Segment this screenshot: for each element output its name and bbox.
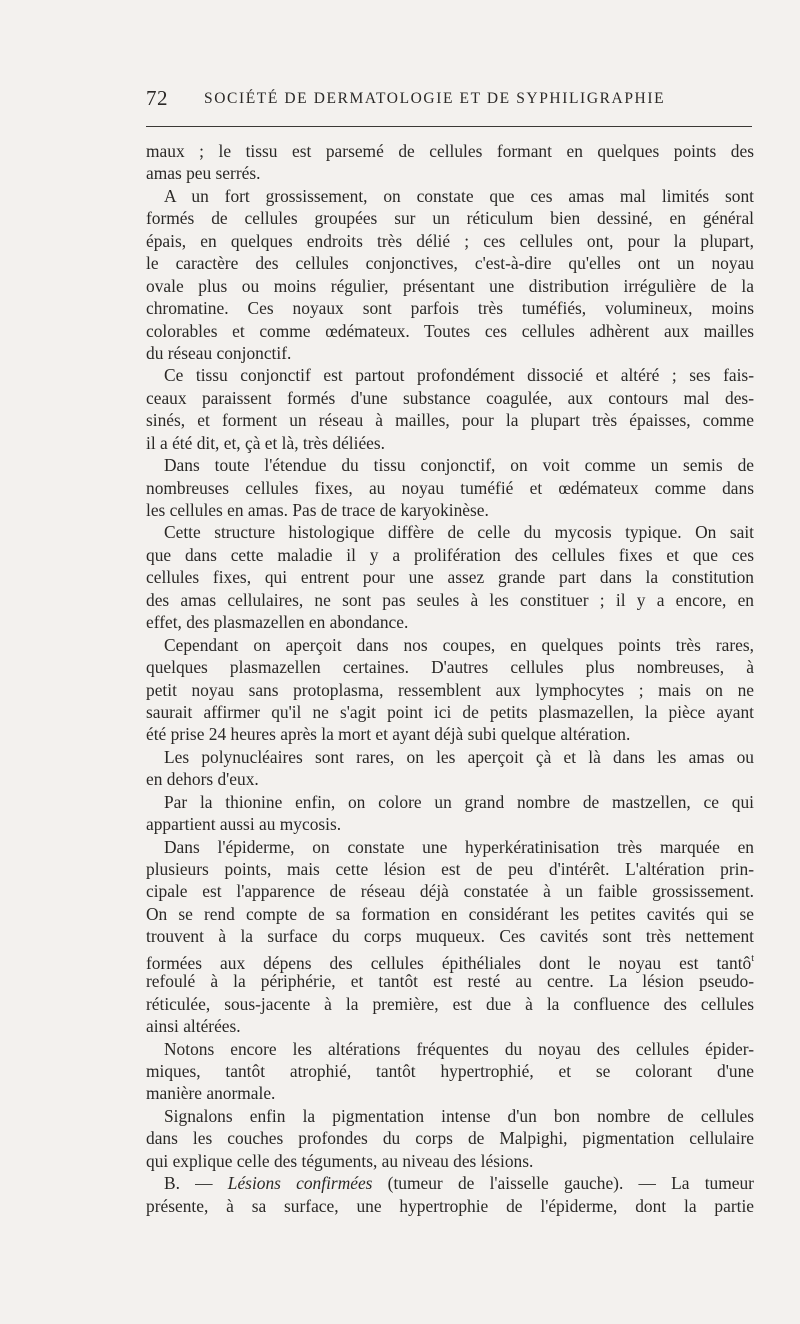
line-text: plusieurs points, mais cette lésion est de peu d'intérêt. L'altération prin- [146, 859, 754, 879]
line-text: chromatine. Ces noyaux sont parfois très tuméfiés, volumineux, moins [146, 298, 754, 319]
line-text: les cellules en amas. Pas de trace de karyokinèse. [146, 500, 489, 520]
text-line [146, 948, 754, 973]
line-text: qui explique celle des téguments, au niveau des lésions. [146, 1150, 534, 1171]
text-line [146, 230, 754, 252]
superscript: t [751, 952, 754, 964]
line-text: présente, à sa surface, une hypertrophie de l'épiderme, dont la partie [146, 1195, 754, 1216]
line-text: ainsi altérées. [146, 1016, 241, 1037]
line-text: nombreuses cellules fixes, au noyau tuméfié et œdémateux comme dans [146, 477, 754, 498]
text-line [146, 1105, 754, 1127]
text-line [146, 499, 754, 521]
line-text: miques, tantôt atrophié, tantôt hypertrophié, et se colorant d'une [146, 1060, 754, 1081]
text-line [146, 409, 754, 431]
line-text: petit noyau sans protoplasma, ressemblent aux lymphocytes ; mais on ne [146, 679, 754, 700]
line-text: été prise 24 heures après la mort et ayant déjà subi quelque altération. [146, 724, 631, 745]
text-line [146, 791, 754, 813]
line-text: en dehors d'eux. [146, 769, 259, 790]
line-text: que dans cette maladie il y a prolifération des cellules fixes et que ces [146, 544, 754, 565]
text-line [146, 1015, 754, 1037]
line-text: du réseau conjonctif. [146, 342, 292, 363]
text-line [146, 1038, 754, 1060]
line-text: le caractère des cellules conjonctives, c'est-à-dire qu'elles ont un noyau [146, 253, 754, 274]
line-text: appartient aussi au mycosis. [146, 814, 342, 835]
text-line [146, 162, 754, 184]
text-line [146, 611, 754, 633]
text-line [146, 207, 754, 229]
line-text: formés de cellules groupées sur un réticulum bien dessiné, en général [146, 208, 754, 229]
body-text [146, 140, 754, 1217]
text-line [146, 993, 754, 1015]
text-line [146, 320, 754, 342]
text-line [146, 679, 754, 701]
text-line [146, 723, 754, 745]
text-line [146, 477, 754, 499]
line-text: cipale est l'apparence de réseau déjà constatée à un faible grossissement. [146, 881, 754, 902]
line-text: manière anormale. [146, 1083, 276, 1104]
line-text: Signalons enfin la pigmentation intense d'un bon nombre de cellules [164, 1105, 754, 1126]
text-line [146, 925, 754, 947]
text-line [146, 746, 754, 768]
journal-title: SOCIÉTÉ DE DERMATOLOGIE ET DE SYPHILIGRAPHIE [204, 90, 666, 107]
text-line [146, 836, 754, 858]
line-text: effet, des plasmazellen en abondance. [146, 612, 409, 633]
text-line [146, 903, 754, 925]
text-line [146, 858, 754, 880]
line-text: ceaux paraissent formés d'une substance coagulée, aux contours mal des- [146, 387, 754, 408]
section-label: B. — [164, 1173, 228, 1194]
line-text: formées aux dépens des cellules épithéliales dont le noyau est tantô [146, 952, 752, 973]
page-number: 72 [146, 86, 168, 110]
line-text: amas peu serrés. [146, 163, 261, 184]
header-rule [146, 126, 752, 127]
line-text: (tumeur de l'aisselle gauche). — La tumeur [372, 1173, 754, 1194]
line-text: Dans toute l'étendue du tissu conjonctif, on voit comme un semis de [164, 455, 754, 476]
italic-heading: Lésions confirmées [227, 1173, 373, 1194]
line-text: trouvent à la surface du corps muqueux. Ces cavités sont très nettement [146, 926, 754, 947]
text-line [146, 1082, 754, 1104]
text-line [146, 880, 754, 902]
text-line [146, 813, 754, 835]
text-line [146, 342, 754, 364]
text-line [146, 768, 754, 790]
line-text: cellules fixes, qui entrent pour une assez grande part dans la constitution [146, 567, 754, 588]
text-line [146, 185, 754, 207]
text-line [146, 566, 754, 588]
line-text: Par la thionine enfin, on colore un grand nombre de mastzellen, ce qui [164, 791, 754, 812]
text-line [146, 1060, 754, 1082]
text-line [146, 970, 754, 992]
text-line [146, 701, 754, 723]
line-text: ovale plus ou moins régulier, présentant une distribution irrégulière de la [146, 275, 754, 296]
text-line [146, 634, 754, 656]
text-line [146, 1127, 754, 1149]
text-line [146, 454, 754, 476]
line-text: il a été dit, et, çà et là, très déliées. [146, 432, 386, 453]
line-text: sinés, et forment un réseau à mailles, pour la plupart très épaisses, comme [146, 410, 754, 431]
text-line [146, 521, 754, 543]
text-line [146, 387, 754, 409]
text-line [146, 297, 754, 319]
line-text: Les polynucléaires sont rares, on les aperçoit çà et là dans les amas ou [164, 746, 754, 767]
line-text: maux ; le tissu est parsemé de cellules formant en quelques points des [146, 141, 754, 161]
text-line [146, 275, 754, 297]
line-text: Ce tissu conjonctif est partout profondément dissocié et altéré ; ses fais- [164, 365, 754, 386]
line-text: On se rend compte de sa formation en considérant les petites cavités qui se [146, 903, 754, 924]
line-text: dans les couches profondes du corps de Malpighi, pigmentation cellulaire [146, 1128, 754, 1149]
text-line [146, 589, 754, 611]
line-text: quelques plasmazellen certaines. D'autres cellules plus nombreuses, à [146, 657, 754, 678]
line-text: Notons encore les altérations fréquentes du noyau des cellules épider- [164, 1038, 754, 1059]
text-line [146, 432, 754, 454]
line-text: des amas cellulaires, ne sont pas seules à les constituer ; il y a encore, en [146, 589, 754, 610]
running-head [146, 84, 752, 116]
text-line [146, 656, 754, 678]
line-text: refoulé à la périphérie, et tantôt est resté au centre. La lésion pseudo- [146, 971, 754, 992]
line-text: Cependant on aperçoit dans nos coupes, en quelques points très rares, [164, 634, 754, 655]
text-line [146, 1172, 754, 1194]
text-line [146, 140, 754, 162]
line-text: Dans l'épiderme, on constate une hyperkératinisation très marquée en [164, 836, 754, 857]
text-line [146, 1150, 754, 1172]
line-text: colorables et comme œdémateux. Toutes ces cellules adhèrent aux mailles [146, 320, 754, 341]
line-text: réticulée, sous-jacente à la première, est due à la confluence des cellules [146, 993, 754, 1014]
text-line [146, 1195, 754, 1217]
text-line [146, 252, 754, 274]
text-line [146, 364, 754, 386]
line-text: saurait affirmer qu'il ne s'agit point ici de petits plasmazellen, la pièce ayant [146, 701, 754, 722]
text-line [146, 544, 754, 566]
line-text: A un fort grossissement, on constate que ces amas mal limités sont [164, 185, 754, 206]
line-text: Cette structure histologique diffère de celle du mycosis typique. On sait [164, 522, 754, 543]
line-text: épais, en quelques endroits très délié ; ces cellules ont, pour la plupart, [146, 230, 754, 251]
